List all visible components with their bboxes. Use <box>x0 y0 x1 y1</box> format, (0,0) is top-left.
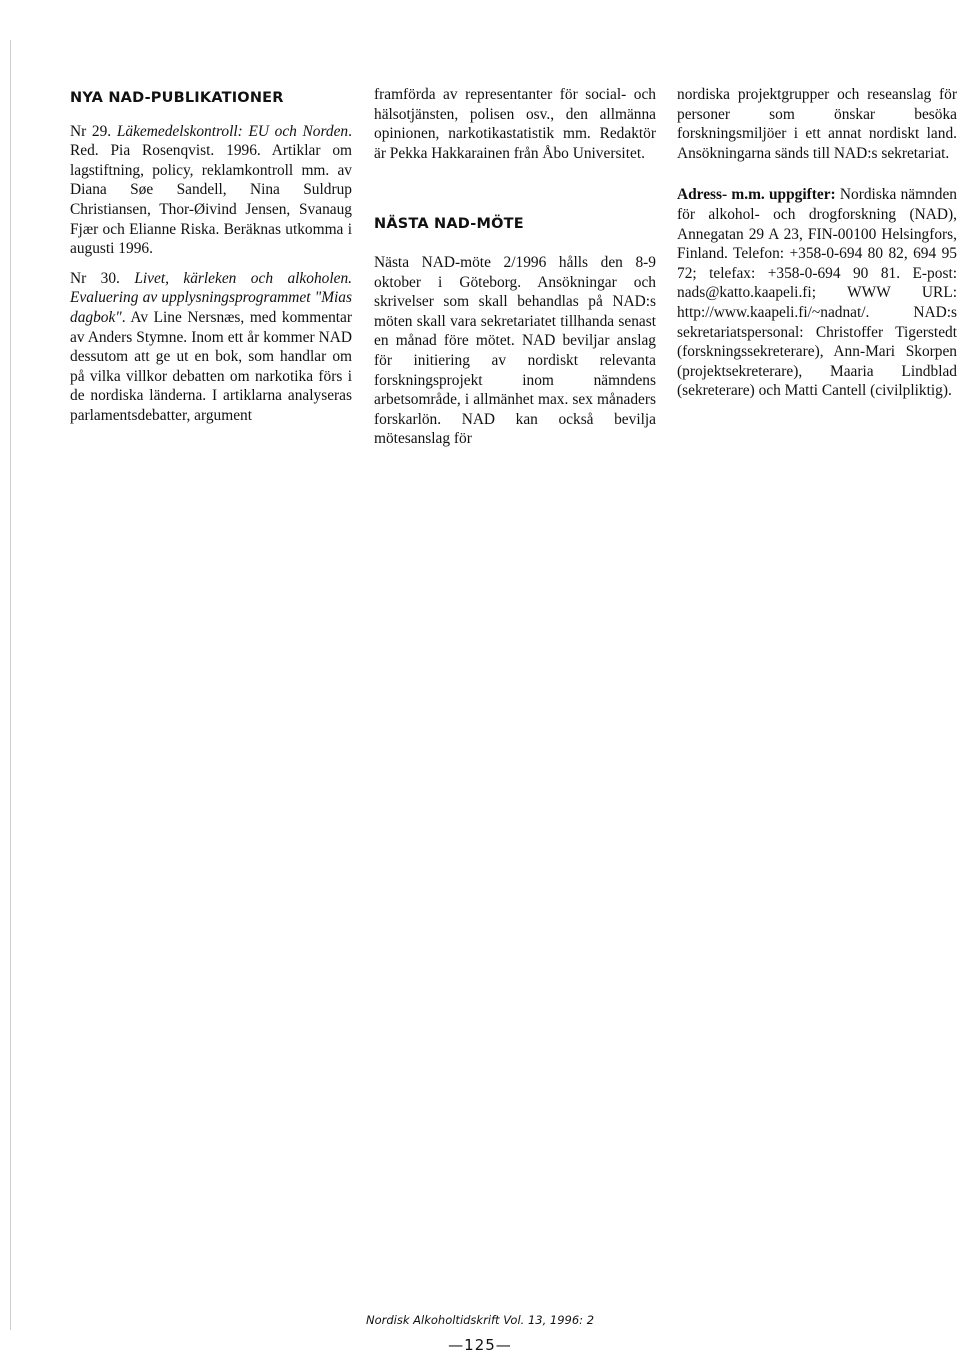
next-meeting-text: Nästa NAD-möte 2/1996 hålls den 8-9 oktober i Göteborg. Ansökningar och skrivelser som skall behandlas på NAD:s möten skall vara sekretariatet tillhanda senast en månad före mötet. NAD beviljar anslag för initiering av nordiskt relevanta forskningsprojekt inom nämndens arbetsområde, i allmänhet max. sex månaders forskarlön. NAD kan också bevilja mötesanslag för <box>374 253 656 448</box>
section-heading-next-meeting: NÄSTA NAD-MÖTE <box>374 216 524 233</box>
publication-29-number: Nr 29. <box>70 122 117 140</box>
publication-30-title: Livet, kärleken och alkoholen. Evaluering av upplysningsprogrammet "Mias dagbok" <box>70 269 352 326</box>
publication-29-details: . Red. Pia Rosenqvist. 1996. Artiklar om lagstiftning, policy, reklamkontroll mm. av Diana Søe Sandell, Nina Suldrup Christiansen, Thor-Øivind Jensen, Svanaug Fjær och Elianne Riska. Beräknas utkomma i augusti 1996. <box>70 122 352 258</box>
page-number: —125— <box>448 1336 512 1354</box>
column-left <box>70 85 352 426</box>
publication-entry-30 <box>70 269 352 426</box>
journal-citation: Nordisk Alkoholtidskrift Vol. 13, 1996: 2 <box>365 1313 595 1327</box>
publications-continued-text: framförda av representanter för social- och hälsotjänsten, polisen osv., den allmänna opinionen, narkotikastatistik mm. Redaktör är Pekka Hakkarainen från Åbo Universitet. <box>374 86 656 162</box>
publication-30-details: . Av Line Nersnæs, med kommentar av Anders Stymne. Inom ett år kommer NAD dessutom att ge ut en bok, som handlar om på vilka villkor debatten om narkotika förs i de nordiska länderna. I artiklarna analyseras parlamentsdebatter, argument <box>70 308 352 424</box>
scan-margin-line <box>10 40 11 1330</box>
address-paragraph <box>677 185 957 401</box>
grants-continued-text: nordiska projektgrupper och reseanslag för personer som önskar besöka forskningsmiljöer i ett annat nordiskt land. Ansökningarna sänds till NAD:s sekretariat. <box>677 86 957 162</box>
column-middle <box>374 85 656 449</box>
publication-30-number: Nr 30. <box>70 269 135 287</box>
publication-29-title: Läkemedelskontroll: EU och Norden <box>116 122 349 140</box>
address-details: Nordiska nämnden för alkohol- och drogforskning (NAD), Annegatan 29 A 23, FIN-00100 Helsingfors, Finland. Telefon: +358-0-694 80 82, 694 95 72; telefax: +358-0-694 90 81. E-post: nads@katto.kaapeli.fi; WWW URL: http://www.kaapeli.fi/~nadnat/. NAD:s sekretariatspersonal: Christoffer Tigerstedt (forskningssekreterare), Ann-Mari Skorpen (projektsekreterare), Maaria Lindblad (sekreterare) och Matti Cantell (civilpliktig). <box>677 186 957 400</box>
column-right <box>677 85 957 401</box>
publication-entry-29 <box>70 122 352 259</box>
section-heading-publications: NYA NAD-PUBLIKATIONER <box>70 90 284 106</box>
address-label: Adress- m.m. uppgifter: <box>677 186 836 204</box>
